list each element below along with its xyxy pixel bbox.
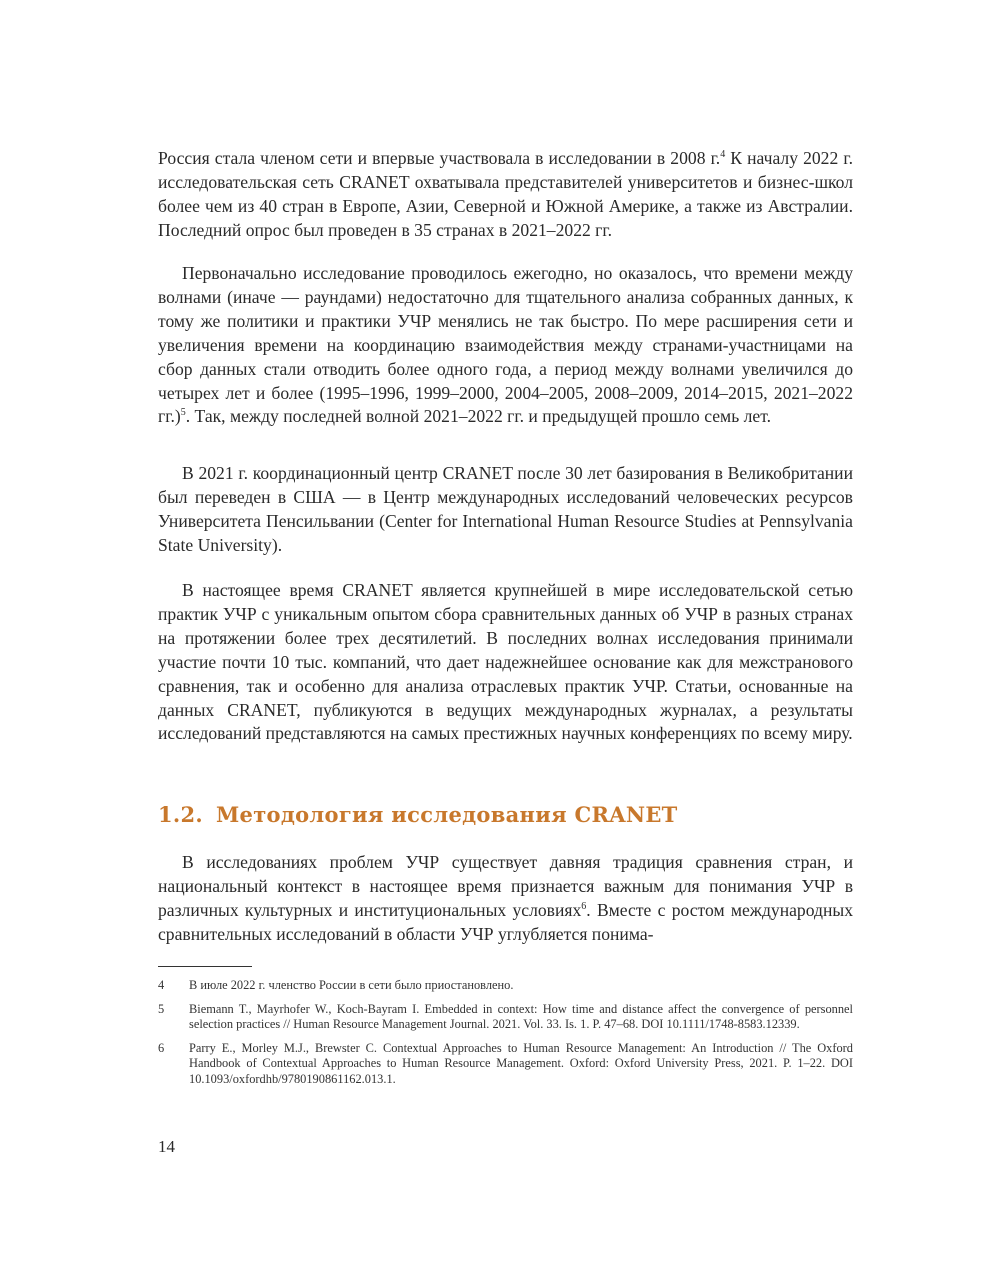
footnote-divider (158, 966, 252, 967)
footnotes (158, 978, 853, 1096)
paragraph-1-text-b: К началу 2022 г. исследовательская сеть CRANET охватывала представителей университетов и бизнес-школ более чем из 40 стран в Европе, Азии, Северной и Южной Америке, а также из Австралии. Последний опрос был проведен в 35 странах в 2021–2022 гг. (158, 148, 853, 240)
paragraph-4: В настоящее время CRANET является крупнейшей в мире исследовательской сетью практик УЧР с уникальным опытом сбора сравнительных данных об УЧР в разных странах на протяжении более трех десятилетий. В последних волнах исследования принимали участие почти 10 тыс. компаний, что дает надежнейшее основание как для межстранового сравнения, так и особенно для анализа отраслевых практик УЧР. Статьи, основанные на данных CRANET, публикуются в ведущих международных журналах, а результаты исследований представляются на самых престижных научных конференциях по всему миру. (158, 580, 853, 744)
footnote-text: Biemann T., Mayrhofer W., Koch-Bayram I. Embedded in context: How time and distance affect the convergence of personnel selection practices // Human Resource Management Journal. 2021. Vol. 33. Is. 1. P. 47–68. DOI 10.1111/1748-8583.12339. (189, 1001, 853, 1032)
paragraph-1-text-a: Россия стала членом сети и впервые участвовала в исследовании в 2008 г. (158, 148, 721, 168)
paragraph-5-text-a: В исследованиях проблем УЧР существует давняя традиция сравнения стран, и национальный контекст в настоящее время признается важным для понимания УЧР в различных культурных и институциональных условиях (158, 852, 853, 920)
section-number: 1.2. (158, 802, 204, 827)
footnote-item (158, 978, 853, 994)
paragraph-5 (158, 851, 853, 947)
paragraph-1 (158, 147, 853, 243)
paragraph-2-text-b: . Так, между последней волной 2021–2022 гг. и предыдущей прошло семь лет. (185, 406, 771, 427)
footnote-ref-5: 5 (180, 407, 186, 419)
section-heading (158, 801, 678, 829)
footnote-item (158, 1002, 853, 1033)
footnote-text: В июле 2022 г. членство России в сети было приостановлено. (189, 978, 514, 992)
footnote-ref-4: 4 (720, 149, 726, 161)
footnote-item (158, 1041, 853, 1088)
paragraph-5-text-b: . Вместе с ростом международных сравнительных исследований в области УЧР углубляется понима- (158, 899, 853, 944)
footnote-number: 6 (158, 1040, 165, 1055)
footnote-number: 5 (158, 1001, 165, 1016)
footnote-text: Parry E., Morley M.J., Brewster C. Contextual Approaches to Human Resource Management: An Introduction // The Oxford Handbook of Contextual Approaches to Human Resource Management. Oxford: Oxford University Press, 2021. P. 1–22. DOI 10.1093/oxfordhb/9780190861162.013.1. (189, 1040, 853, 1086)
page-number: 14 (158, 1137, 175, 1156)
footnote-number: 4 (158, 978, 165, 992)
paragraph-3: В 2021 г. координационный центр CRANET после 30 лет базирования в Великобритании был переведен в США — в Центр международных исследований человеческих ресурсов Университета Пенсильвании (Center for International Human Resource Studies at Pennsylvania State University). (158, 463, 853, 555)
footnote-ref-6: 6 (581, 900, 587, 912)
paragraph-2-text-a: Первоначально исследование проводилось ежегодно, но оказалось, что времени между волнами (иначе — раундами) недостаточно для тщательного анализа собранных данных, к тому же политики и практики УЧР менялись не так быстро. По мере расширения сети и увеличения времени на координацию взаимодействия между странами-участницами на сбор данных стали отводить более одного года, а период между волнами увеличился до четырех лет и более (1995–1996, 1999–2000, 2004–2005, 2008–2009, 2014–2015, 2021–2022 гг.) (158, 263, 853, 427)
section-title: Методология исследования CRANET (216, 802, 678, 827)
paragraph-2 (158, 262, 853, 429)
